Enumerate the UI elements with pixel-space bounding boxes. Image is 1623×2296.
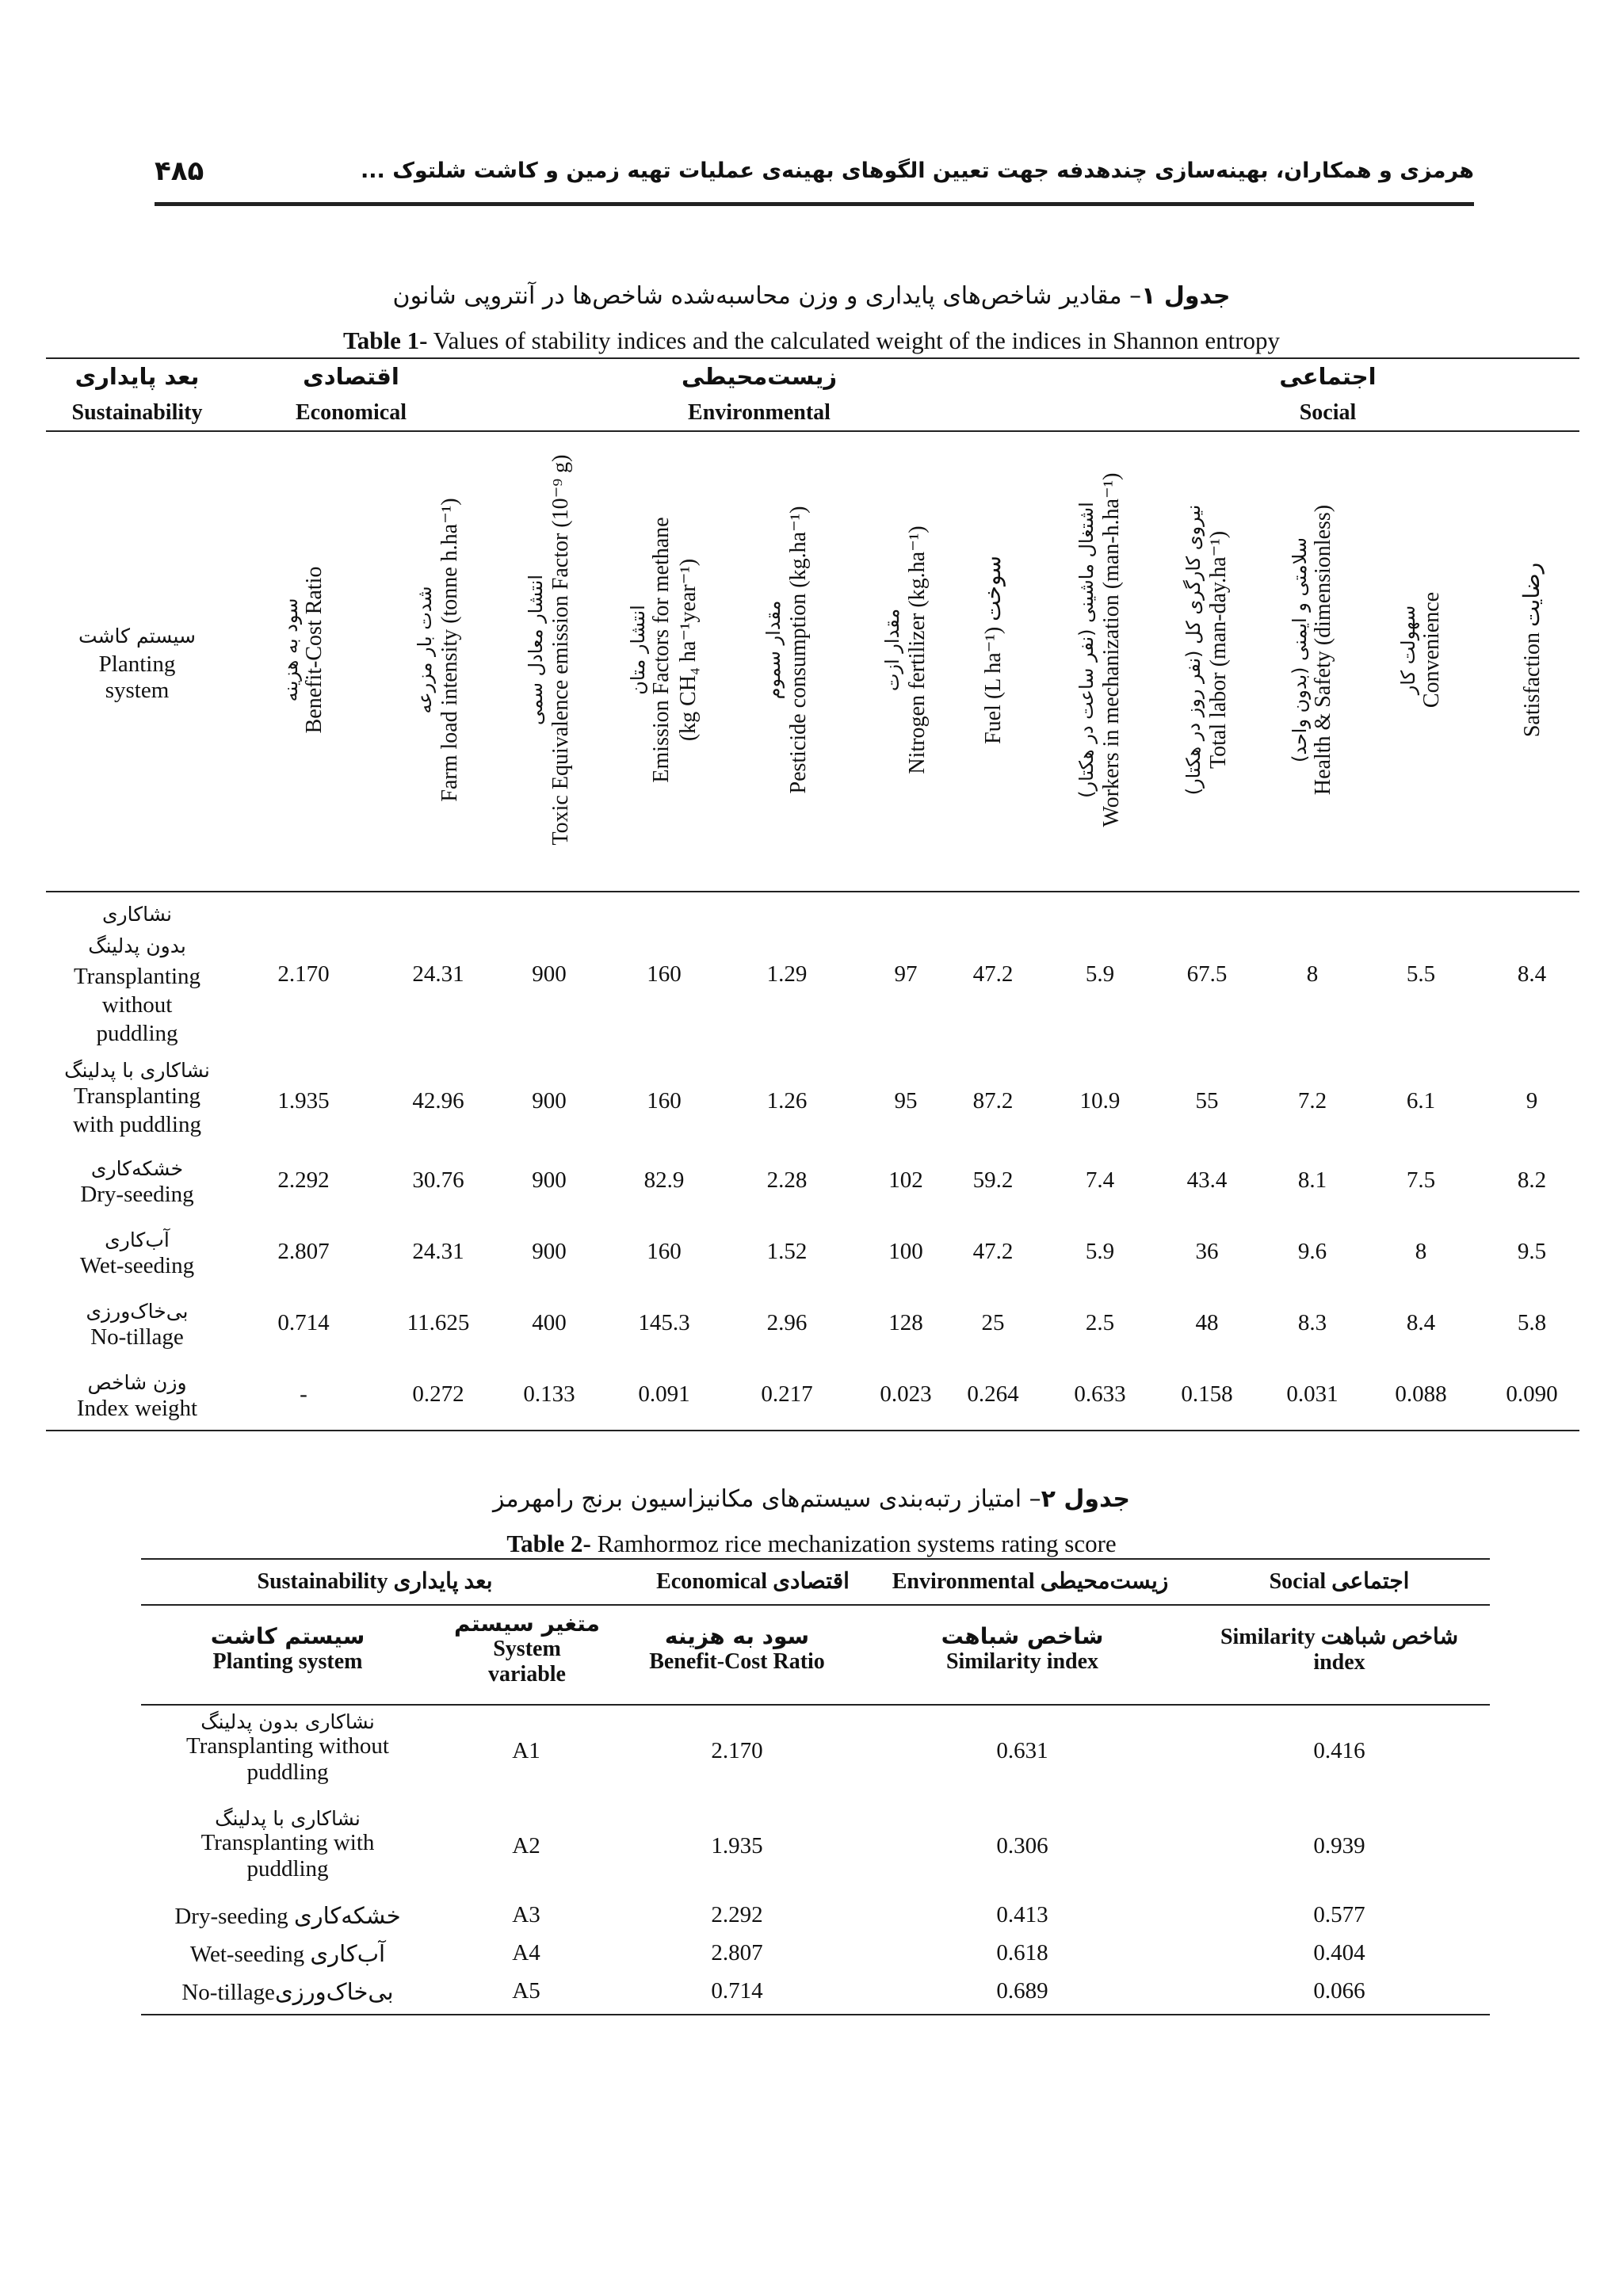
table-cell: 0.264 (967, 1381, 1019, 1407)
table-cell: 1.26 (766, 1088, 808, 1114)
table-cell: 2.807 (277, 1239, 330, 1264)
col-header-farm-load: شدت بار مزرعه Farm load intensity (tonne h.ha⁻¹) (414, 498, 462, 802)
group-environmental-fa: زیست‌محیطی (681, 363, 838, 390)
table-cell: 0.413 (996, 1902, 1048, 1927)
table2-caption-en-label: Table 2- (506, 1530, 591, 1557)
table1-caption-en-text: Values of stability indices and the calculated weight of the indices in Shannon entropy (427, 327, 1281, 354)
table-cell: 100 (888, 1239, 923, 1264)
table-cell: 8.2 (1517, 1167, 1547, 1193)
table-cell: 5.5 (1406, 961, 1436, 987)
table-cell: 7.4 (1085, 1167, 1115, 1193)
table-cell: 900 (532, 1167, 567, 1193)
t2-col-planting-system: سیستم کاشت Planting system (210, 1623, 365, 1674)
table-cell: 5.8 (1517, 1310, 1547, 1335)
table-cell: 0.618 (996, 1940, 1048, 1966)
col-header-toxic: انتشار معادل سمی Toxic Equivalence emission Factor (10⁻⁹ g) (525, 454, 573, 846)
table-cell: 1.29 (766, 961, 808, 987)
group-economical-en: Economical (296, 400, 407, 425)
t2-col-similarity-social: Similarity شاخص شباهت index (1220, 1625, 1459, 1675)
table2-caption-en (0, 1530, 1623, 1558)
table-row-label: وزن شاخص Index weight (76, 1371, 198, 1421)
table-row-label: Wet-seeding آب‌کاری (189, 1942, 386, 1967)
table-cell: 0.714 (711, 1978, 763, 2004)
table-cell: 97 (894, 961, 918, 987)
table-cell: 7.5 (1406, 1167, 1436, 1193)
table-cell: 900 (532, 1239, 567, 1264)
table-cell: 48 (1195, 1310, 1219, 1335)
table-row-label: No-tillageبی‌خاک‌ورزی (181, 1980, 394, 2005)
table-row-label: نشاکاری با پدلینگ Transplanting with puddling (64, 1059, 210, 1137)
group-sustainability-fa: بعد پایداری (74, 363, 200, 390)
table-cell: 1.52 (766, 1239, 808, 1264)
table-cell: 47.2 (972, 1239, 1014, 1264)
table2-caption-fa-label: جدول ۲ (1041, 1485, 1131, 1513)
table-cell: 5.9 (1085, 1239, 1115, 1264)
table-cell: 145.3 (638, 1310, 690, 1335)
table-cell: 1.935 (277, 1088, 330, 1114)
running-title: هرمزی و همکاران، بهینه‌سازی چندهدفه جهت تعیین الگوهای بهینه‌ی عملیات تهیه زمین و کاشت شلتوک ... (361, 159, 1474, 183)
table1-caption-fa-text: – مقادیر شاخص‌های پایداری و وزن محاسبه‌شده شاخص‌ها در آنتروپی شانون (392, 282, 1142, 310)
table2-caption-fa-text: – امتیاز رتبه‌بندی سیستم‌های مکانیزاسیون برنج رامهرمز (492, 1485, 1041, 1513)
table-cell: 24.31 (412, 961, 464, 987)
table-cell: 2.170 (277, 961, 330, 987)
table-cell: 0.133 (523, 1381, 575, 1407)
table-cell: 900 (532, 1088, 567, 1114)
table-cell: 1.935 (711, 1833, 763, 1859)
table-cell: A4 (512, 1940, 540, 1966)
table-cell: 0.031 (1286, 1381, 1338, 1407)
table-cell: 36 (1195, 1239, 1219, 1264)
table-cell: 128 (888, 1310, 923, 1335)
t2-group-economical: Economical اقتصادی (656, 1569, 850, 1594)
table-cell: 6.1 (1406, 1088, 1436, 1114)
table-cell: 0.217 (761, 1381, 813, 1407)
table-row-label: آب‌کاری Wet-seeding (79, 1228, 195, 1278)
table-cell: 59.2 (972, 1167, 1014, 1193)
table-cell: 0.689 (996, 1978, 1048, 2004)
table-cell: 2.292 (277, 1167, 330, 1193)
table2-top-rule (141, 1558, 1490, 1560)
col-header-pesticide: مقدار سموم Pesticide consumption (kg.ha⁻¹) (762, 506, 811, 794)
table-cell: 0.714 (277, 1310, 330, 1335)
table-cell: 0.272 (412, 1381, 464, 1407)
table-cell: 5.9 (1085, 961, 1115, 987)
group-sustainability-en: Sustainability (71, 400, 203, 425)
table2-group-rule (141, 1604, 1490, 1606)
table-cell: 0.939 (1313, 1833, 1365, 1859)
table-cell: 2.28 (766, 1167, 808, 1193)
table1-caption-en-label: Table 1- (342, 327, 428, 354)
table-cell: 8.4 (1406, 1310, 1436, 1335)
col-header-total-labor: نیروی کارگری کل (نفر روز در هکتار) Total labor (man-day.ha⁻¹) (1182, 504, 1231, 796)
table-cell: 8.4 (1517, 961, 1547, 987)
table-cell: 8.1 (1297, 1167, 1327, 1193)
table1-group-rule (46, 430, 1579, 432)
table-cell: 82.9 (643, 1167, 685, 1193)
table-cell: 160 (647, 1088, 682, 1114)
page-number: ۴۸۵ (155, 155, 204, 187)
table-cell: 2.807 (711, 1940, 763, 1966)
table-cell: 0.633 (1074, 1381, 1126, 1407)
group-social-fa: اجتماعی (1279, 363, 1377, 390)
table2-header-rule (141, 1704, 1490, 1706)
table-cell: 10.9 (1079, 1088, 1121, 1114)
group-social-en: Social (1299, 400, 1357, 425)
table-cell: 30.76 (412, 1167, 464, 1193)
table-cell: 0.577 (1313, 1902, 1365, 1927)
table-row-label: بی‌خاک‌ورزی No-tillage (86, 1300, 189, 1350)
col-header-bcr: سود به هزینه Benefit-Cost Ratio (280, 566, 327, 734)
table-row-label: نشاکاری بدون پدلینگ Transplanting without puddling (186, 1710, 389, 1785)
table-cell: 87.2 (972, 1088, 1014, 1114)
table1-bottom-rule (46, 1430, 1579, 1431)
group-economical-fa: اقتصادی (303, 363, 399, 390)
col-header-health-safety: سلامتی و ایمنی (بدون واحد) Health & Safety (dimensionless) (1289, 504, 1335, 796)
table-cell: 24.31 (412, 1239, 464, 1264)
table-cell: 2.5 (1085, 1310, 1115, 1335)
table-cell: 160 (647, 1239, 682, 1264)
table-cell: 102 (888, 1167, 923, 1193)
table-cell: 0.631 (996, 1738, 1048, 1763)
table-cell: 0.416 (1313, 1738, 1365, 1763)
table-cell: 9.5 (1517, 1239, 1547, 1264)
table-cell: 2.96 (766, 1310, 808, 1335)
table-row-label: نشاکاری با پدلینگ Transplanting with puddling (200, 1807, 375, 1881)
table2-caption-en-text: Ramhormoz rice mechanization systems rating score (590, 1530, 1117, 1557)
table-cell: A3 (512, 1902, 540, 1927)
table-cell: 47.2 (972, 961, 1014, 987)
table-cell: 7.2 (1297, 1088, 1327, 1114)
table-cell: 8 (1306, 961, 1319, 987)
table-cell: 0.066 (1313, 1978, 1365, 2004)
col-header-nitrogen: مقدار ازت Nitrogen fertilizer (kg.ha⁻¹) (881, 525, 930, 774)
table2-caption-fa (0, 1485, 1623, 1513)
table-cell: 9 (1526, 1088, 1538, 1114)
table-cell: 55 (1195, 1088, 1219, 1114)
group-environmental-en: Environmental (688, 400, 831, 425)
table-cell: 0.158 (1181, 1381, 1233, 1407)
table-cell: - (300, 1381, 307, 1407)
table-cell: 67.5 (1186, 961, 1228, 987)
table-cell: 11.625 (407, 1310, 470, 1335)
table1-caption-fa-label: جدول ۱ (1141, 282, 1231, 310)
col-header-satisfaction: Satisfaction رضایت (1520, 562, 1545, 738)
table-cell: 25 (981, 1310, 1005, 1335)
t2-group-environmental: Environmental زیست‌محیطی (892, 1569, 1169, 1594)
table-cell: A2 (512, 1833, 540, 1859)
table-cell: 0.306 (996, 1833, 1048, 1859)
t2-col-similarity-env: شاخص شباهت Similarity index (941, 1623, 1104, 1674)
col-header-workers: اشتغال ماشینی (نفر ساعت در هکتار) Workers in mechanization (man-h.ha⁻¹) (1075, 472, 1124, 827)
table-cell: 2.170 (711, 1738, 763, 1763)
table-cell: 95 (894, 1088, 918, 1114)
table-cell: 9.6 (1297, 1239, 1327, 1264)
t2-group-sustainability: Sustainability بعد پایداری (257, 1569, 493, 1594)
table-cell: 8.3 (1297, 1310, 1327, 1335)
table2-bottom-rule (141, 2014, 1490, 2015)
col-header-methane: انتشار متان Emission Factors for methane (kg CH₄ ha⁻¹year⁻¹) (627, 517, 701, 783)
table-cell: A1 (512, 1738, 540, 1763)
table-cell: 43.4 (1186, 1167, 1228, 1193)
table-row-label: خشکه‌کاری Dry-seeding (80, 1157, 194, 1207)
col-header-convenience: سهولت کار Convenience (1397, 591, 1444, 709)
t2-group-social: Social اجتماعی (1269, 1569, 1410, 1594)
table-cell: 0.404 (1313, 1940, 1365, 1966)
t2-col-system-variable: متغیر سیستم System variable (453, 1610, 600, 1687)
table-cell: 8 (1415, 1239, 1427, 1264)
table-cell: 0.091 (638, 1381, 690, 1407)
table-row-label: Dry-seeding خشکه‌کاری (174, 1904, 401, 1929)
table-cell: 0.088 (1395, 1381, 1447, 1407)
table1-top-rule (46, 357, 1579, 359)
table-cell: 900 (532, 961, 567, 987)
table-cell: 160 (647, 961, 682, 987)
table-cell: 0.023 (880, 1381, 932, 1407)
table-cell: A5 (512, 1978, 540, 2004)
table-cell: 42.96 (412, 1088, 464, 1114)
table-cell: 2.292 (711, 1902, 763, 1927)
table-cell: 400 (532, 1310, 567, 1335)
t2-col-bcr: سود به هزینه Benefit-Cost Ratio (649, 1623, 825, 1674)
col-header-fuel: Fuel (L ha⁻¹) سوخت (981, 556, 1006, 744)
planting-system-header: سیستم کاشت Planting system (78, 625, 196, 703)
table-cell: 0.090 (1506, 1381, 1558, 1407)
table-row-label: نشاکاری بدون پدلینگ Transplanting without puddling (73, 903, 201, 1046)
table1-header-rule (46, 891, 1579, 892)
